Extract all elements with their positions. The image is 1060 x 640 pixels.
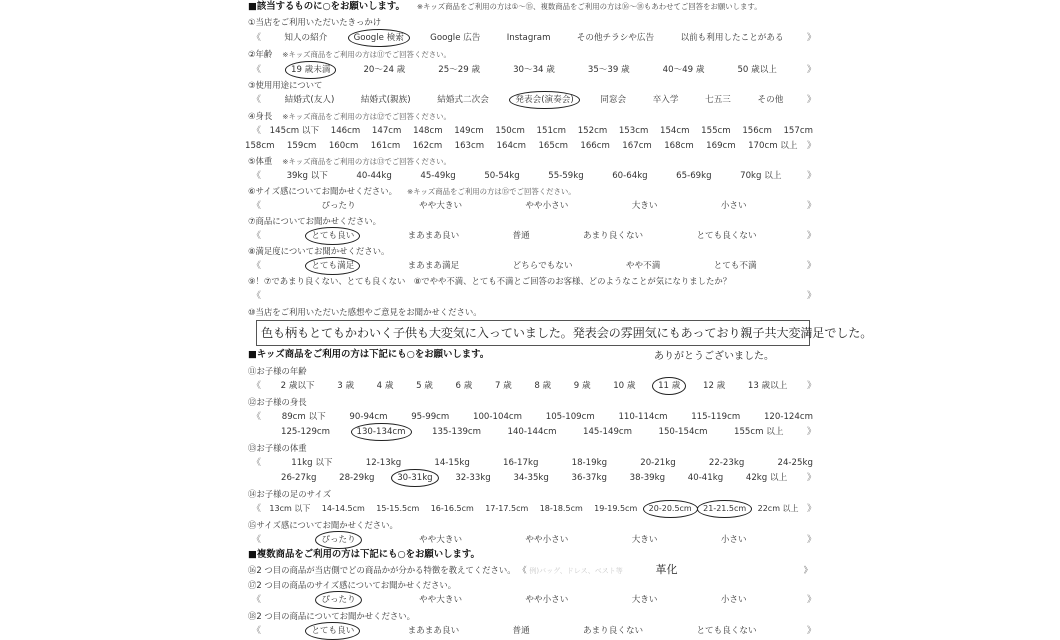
option[interactable]: とても良くない: [696, 626, 757, 636]
option[interactable]: 70kg 以上: [740, 171, 782, 181]
option[interactable]: 大きい: [631, 201, 658, 211]
q4-label: ④身長 ※キッズ商品をご利用の方は⑫でご回答ください。: [248, 111, 451, 121]
bracket-open: 《: [252, 381, 262, 391]
option[interactable]: 20～24 歳: [363, 65, 406, 75]
option[interactable]: 12-13kg: [365, 458, 402, 468]
option[interactable]: 9 歳: [573, 381, 591, 391]
bracket-open: 《: [252, 626, 262, 636]
option[interactable]: 100-104cm: [473, 412, 523, 422]
option[interactable]: 155cm: [701, 126, 731, 136]
q6-label: ⑥サイズ感についてお聞かせください。 ※キッズ商品をご利用の方は⑮でご回答ください。: [248, 186, 576, 196]
option[interactable]: 135-139cm: [432, 427, 482, 437]
form-header: [248, 0, 820, 14]
form-title: ■該当するものに○をお願いします。: [248, 1, 405, 12]
q13-label: ⑬お子様の体重: [248, 443, 307, 453]
survey-form: [245, 0, 873, 640]
option[interactable]: 167cm: [622, 141, 652, 151]
option[interactable]: まあまあ良い: [407, 626, 460, 636]
option-selected[interactable]: 30-31kg: [394, 471, 435, 485]
option[interactable]: 11kg 以下: [291, 458, 333, 468]
bracket-open: 《: [252, 535, 262, 545]
option[interactable]: 以前も利用したことがある: [680, 33, 784, 43]
option[interactable]: 45-49kg: [420, 171, 456, 181]
q10-comment-box[interactable]: [256, 320, 873, 346]
option[interactable]: やや小さい: [525, 535, 569, 545]
option[interactable]: 七五三: [705, 95, 731, 105]
q16-row: [248, 563, 820, 577]
option[interactable]: 40-44kg: [356, 171, 392, 181]
kids-section-title: ■キッズ商品をご利用の方は下記にも○をお願いします。: [248, 349, 490, 360]
q10-answer-extra: ありがとうございました。: [654, 351, 774, 362]
bracket-close: 》: [806, 261, 816, 271]
option[interactable]: 26-27kg: [281, 473, 317, 483]
bracket-close: 》: [803, 565, 812, 575]
option[interactable]: やや不満: [625, 261, 661, 271]
q11-options: [248, 379, 820, 393]
option[interactable]: 8 歳: [534, 381, 552, 391]
q4-options-line2: [238, 139, 820, 153]
option-selected[interactable]: 19 歳未満: [288, 63, 333, 77]
option[interactable]: 125-129cm: [281, 427, 331, 437]
option[interactable]: 110-114cm: [618, 412, 668, 422]
bracket-close: 》: [806, 171, 816, 181]
option[interactable]: 12 歳: [702, 381, 726, 391]
q18-label: ⑱2 つ目の商品についてお聞かせください。: [248, 611, 415, 621]
q8-options: [248, 259, 820, 273]
bracket-close: 》: [806, 201, 816, 211]
option[interactable]: 146cm: [330, 126, 361, 136]
q4-options-line1: [248, 124, 820, 138]
option[interactable]: 36-37kg: [571, 473, 607, 483]
bracket-close: 》: [806, 65, 816, 75]
q9-answer-field[interactable]: [248, 289, 820, 303]
option[interactable]: やや大きい: [419, 535, 463, 545]
q12-options-line1: [248, 410, 820, 424]
option[interactable]: 卒入学: [652, 95, 679, 105]
option[interactable]: 16-17kg: [503, 458, 539, 468]
option-selected[interactable]: ぴったり: [318, 593, 358, 607]
option[interactable]: 17-17.5cm: [485, 504, 529, 513]
option[interactable]: 50 歳以上: [737, 65, 777, 75]
option[interactable]: 105-109cm: [545, 412, 595, 422]
q10-answer: 色も柄もとてもかわいく子供も大変気に入っていました。発表会の雰囲気にもあっており親子共大変満足でした。: [261, 326, 873, 340]
q16-label: ⑯2 つ目の商品が当店側でどの商品かが分かる特徴を教えてください。: [248, 565, 516, 575]
option[interactable]: 34-35kg: [513, 473, 549, 483]
bracket-close: 》: [806, 95, 816, 105]
option[interactable]: 24-25kg: [777, 458, 813, 468]
bracket-close: 》: [806, 381, 816, 391]
option[interactable]: 25～29 歳: [438, 65, 481, 75]
option[interactable]: 89cm 以下: [281, 412, 326, 422]
option[interactable]: 95-99cm: [411, 412, 450, 422]
option-selected[interactable]: 発表会(演奏会): [512, 93, 576, 107]
q1-label: ①当店をご利用いただいたきっかけ: [248, 17, 382, 27]
option[interactable]: 知人の紹介: [284, 33, 328, 43]
q15-label: ⑮サイズ感についてお聞かせください。: [248, 520, 398, 530]
q12-label: ⑫お子様の身長: [248, 397, 307, 407]
multi-section-title: ■複数商品をご利用の方は下記にも○をお願いします。: [248, 549, 480, 560]
bracket-open: 《: [252, 95, 262, 105]
option[interactable]: 90-94cm: [349, 412, 388, 422]
option-selected[interactable]: 21-21.5cm: [700, 502, 749, 516]
bracket-open: 《: [252, 33, 262, 43]
option[interactable]: 4 歳: [376, 381, 394, 391]
bracket-open: 《: [252, 458, 262, 468]
bracket-close: 》: [806, 504, 816, 514]
q14-options: [248, 502, 820, 516]
option[interactable]: 168cm: [664, 141, 694, 151]
option[interactable]: 65-69kg: [676, 171, 712, 181]
q15-options: [248, 533, 820, 547]
option[interactable]: 158cm: [245, 141, 275, 151]
option[interactable]: 42kg 以上: [745, 473, 788, 483]
q16-placeholder: 例)バッグ、ドレス、ベスト等: [529, 567, 623, 575]
option[interactable]: 120-124cm: [763, 412, 813, 422]
option-selected[interactable]: ぴったり: [318, 533, 358, 547]
option[interactable]: 147cm: [371, 126, 402, 136]
bracket-close: 》: [806, 595, 816, 605]
option[interactable]: ぴったり: [321, 201, 356, 211]
option[interactable]: とても不満: [713, 261, 757, 271]
option[interactable]: 39kg 以下: [286, 171, 328, 181]
option[interactable]: 166cm: [580, 141, 610, 151]
bracket-open: 《: [252, 412, 262, 422]
option[interactable]: あまり良くない: [582, 626, 644, 636]
option[interactable]: 161cm: [370, 141, 401, 151]
bracket-open: 《: [252, 126, 262, 136]
bracket-open: 《: [252, 595, 262, 605]
option-selected[interactable]: 11 歳: [655, 379, 683, 393]
option[interactable]: 155cm 以上: [734, 427, 784, 437]
q5-options: [248, 169, 820, 183]
option[interactable]: 157cm: [783, 126, 813, 136]
option-selected[interactable]: 130-134cm: [354, 425, 409, 439]
option[interactable]: 55-59kg: [548, 171, 584, 181]
bracket-open: 《: [252, 504, 262, 514]
option[interactable]: 32-33kg: [455, 473, 491, 483]
option-selected[interactable]: Google 検索: [351, 31, 407, 45]
option[interactable]: 140-144cm: [507, 427, 557, 437]
option[interactable]: 大きい: [631, 535, 658, 545]
option[interactable]: 160cm: [328, 141, 359, 151]
option[interactable]: 38-39kg: [629, 473, 666, 483]
bracket-close: 》: [806, 473, 816, 483]
option[interactable]: 170cm 以上: [748, 141, 798, 151]
option-selected[interactable]: とても満足: [308, 259, 357, 273]
option[interactable]: まあまあ良い: [407, 231, 460, 241]
q14-label: ⑭お子様の足のサイズ: [248, 489, 332, 499]
q12-options-line2: [274, 425, 820, 439]
option[interactable]: 13 歳以上: [747, 381, 788, 391]
option[interactable]: とても良くない: [696, 231, 757, 241]
q3-label: ③使用用途について: [248, 80, 323, 90]
option[interactable]: Google 広告: [430, 33, 481, 43]
option[interactable]: やや小さい: [525, 201, 569, 211]
option[interactable]: 159cm: [286, 141, 317, 151]
q6-options: [248, 199, 820, 213]
option[interactable]: 結婚式二次会: [437, 95, 489, 105]
option[interactable]: 16-16.5cm: [430, 504, 474, 513]
option[interactable]: 150cm: [495, 126, 525, 136]
option-selected[interactable]: 20-20.5cm: [646, 502, 695, 516]
option[interactable]: 154cm: [660, 126, 690, 136]
bracket-open: 《: [518, 565, 527, 575]
option[interactable]: 6 歳: [455, 381, 473, 391]
bracket-close: 》: [806, 141, 816, 151]
q13-options-line1: [248, 456, 820, 470]
option[interactable]: やや小さい: [525, 595, 569, 605]
option[interactable]: 15-15.5cm: [376, 504, 420, 513]
q2-options: [248, 63, 820, 77]
option[interactable]: あまり良くない: [582, 231, 644, 241]
option[interactable]: 169cm: [706, 141, 736, 151]
q13-options-line2: [274, 471, 820, 485]
option[interactable]: どちらでもない: [512, 261, 573, 271]
option[interactable]: 14-15kg: [434, 458, 470, 468]
q10-label: ⑩当店をご利用いただいた感想やご意見をお聞かせください。: [248, 307, 482, 317]
option[interactable]: 149cm: [454, 126, 484, 136]
option[interactable]: 結婚式(親族): [360, 95, 411, 105]
option-selected[interactable]: とても良い: [308, 624, 357, 638]
q11-label: ⑪お子様の年齢: [248, 366, 307, 376]
q7-label: ⑦商品についてお聞かせください。: [248, 216, 381, 226]
option[interactable]: 結婚式(友人): [284, 95, 335, 105]
option[interactable]: 22-23kg: [708, 458, 745, 468]
bracket-open: 《: [252, 65, 262, 75]
option[interactable]: 7 歳: [494, 381, 512, 391]
bracket-close: 》: [806, 291, 816, 301]
q1-options: [248, 31, 820, 45]
option[interactable]: 小さい: [720, 535, 747, 545]
bracket-close: 》: [806, 427, 816, 437]
option[interactable]: その他: [757, 95, 784, 105]
option[interactable]: 普通: [512, 626, 530, 636]
option[interactable]: 156cm: [742, 126, 772, 136]
option[interactable]: 40-41kg: [687, 473, 724, 483]
option[interactable]: まあまあ満足: [407, 261, 460, 271]
q16-answer[interactable]: 革化: [655, 563, 678, 576]
option[interactable]: その他チラシや広告: [576, 33, 655, 43]
q2-label: ②年齢 ※キッズ商品をご利用の方は⑪でご回答ください。: [248, 49, 451, 59]
bracket-open: 《: [252, 201, 262, 211]
option[interactable]: 22cm 以上: [757, 504, 799, 513]
option[interactable]: 30～34 歳: [513, 65, 555, 75]
bracket-open: 《: [252, 231, 262, 241]
q5-label: ⑤体重 ※キッズ商品をご利用の方は⑬でご回答ください。: [248, 156, 451, 166]
q7-options: [248, 229, 820, 243]
option[interactable]: 小さい: [720, 595, 747, 605]
option[interactable]: 148cm: [413, 126, 443, 136]
option[interactable]: 同窓会: [600, 95, 627, 105]
option[interactable]: 13cm 以下: [269, 504, 311, 513]
option[interactable]: 28-29kg: [339, 473, 375, 483]
option[interactable]: 2 歳以下: [280, 381, 315, 391]
option[interactable]: 162cm: [412, 141, 443, 151]
option[interactable]: 18-18.5cm: [539, 504, 583, 513]
option[interactable]: 18-19kg: [571, 458, 608, 468]
option[interactable]: 50-54kg: [484, 171, 520, 181]
option[interactable]: やや大きい: [419, 595, 463, 605]
bracket-close: 》: [806, 231, 816, 241]
option-selected[interactable]: とても良い: [308, 229, 357, 243]
bracket-open: 《: [252, 261, 262, 271]
option[interactable]: 14-14.5cm: [321, 504, 365, 513]
q3-options: [248, 93, 820, 107]
option[interactable]: やや大きい: [419, 201, 463, 211]
option[interactable]: 20-21kg: [640, 458, 676, 468]
bracket-close: 》: [806, 626, 816, 636]
option[interactable]: 3 歳: [337, 381, 355, 391]
option[interactable]: Instagram: [506, 33, 551, 43]
q9-label: ⑨！⑦であまり良くない、とても良くない ⑧でやや不満、とても不満とご回答のお客様、どのようなことが気になりましたか？: [248, 276, 732, 286]
bracket-close: 》: [806, 33, 816, 43]
option[interactable]: 163cm: [454, 141, 485, 151]
form-note: ※キッズ商品をご利用の方は①～⑮、複数商品をご利用の方は⑯～⑱もあわせてご回答をお願いします。: [416, 2, 762, 11]
q17-label: ⑰2 つ目の商品のサイズ感についてお聞かせください。: [248, 580, 457, 590]
option[interactable]: 164cm: [496, 141, 527, 151]
option[interactable]: 115-119cm: [691, 412, 741, 422]
option[interactable]: 145cm 以下: [269, 126, 320, 136]
q18-options: [248, 624, 820, 638]
option[interactable]: 40～49 歳: [662, 65, 705, 75]
option[interactable]: 普通: [512, 231, 530, 241]
option[interactable]: 5 歳: [416, 381, 433, 391]
option[interactable]: 150-154cm: [658, 427, 708, 437]
bracket-open: 《: [252, 171, 262, 181]
option[interactable]: 10 歳: [613, 381, 636, 391]
bracket-open: 《: [252, 291, 262, 301]
bracket-close: 》: [806, 535, 816, 545]
option[interactable]: 151cm: [536, 126, 567, 136]
option[interactable]: 145-149cm: [583, 427, 633, 437]
q8-label: ⑧満足度についてお聞かせください。: [248, 246, 390, 256]
option[interactable]: 165cm: [538, 141, 568, 151]
q17-options: [248, 593, 820, 607]
option[interactable]: 153cm: [618, 126, 649, 136]
option[interactable]: 152cm: [577, 126, 608, 136]
option[interactable]: 35～39 歳: [587, 65, 630, 75]
option[interactable]: 小さい: [720, 201, 747, 211]
option[interactable]: 60-64kg: [612, 171, 648, 181]
option[interactable]: 19-19.5cm: [594, 504, 638, 513]
option[interactable]: 大きい: [631, 595, 658, 605]
